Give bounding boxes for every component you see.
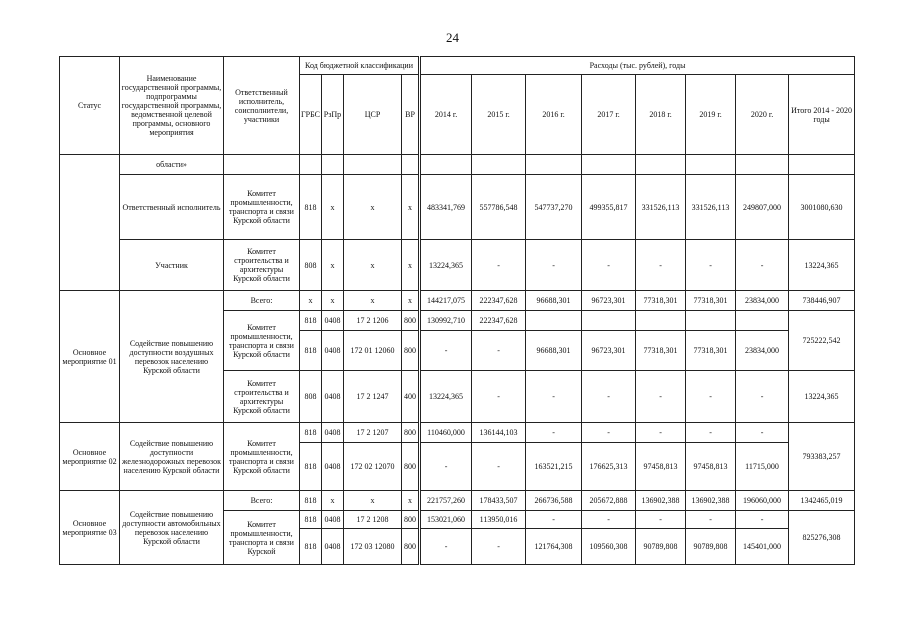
value-cell: 23834,000 xyxy=(736,331,789,371)
value-cell: - xyxy=(636,371,686,423)
name-cell: Содействие повышению доступности железнодорожных перевозок населению Курской области xyxy=(120,423,224,491)
vr-cell: 400 xyxy=(402,371,420,423)
vr-cell: 800 xyxy=(402,443,420,491)
vr-cell: 800 xyxy=(402,529,420,565)
grbs-cell: 818 xyxy=(300,443,322,491)
value-cell: - xyxy=(420,529,472,565)
rzpr-cell: x xyxy=(322,175,344,240)
status-cell: Основное мероприятие 03 xyxy=(60,491,120,565)
value-cell: 96688,301 xyxy=(526,331,582,371)
name-cell: Содействие повышению доступности автомобильных перевозок населению Курской области xyxy=(120,491,224,565)
header-2015: 2015 г. xyxy=(472,75,526,155)
vr-cell: 800 xyxy=(402,331,420,371)
executor-cell: Комитет промышленности, транспорта и связи Курской xyxy=(224,511,300,565)
rzpr-cell: 0408 xyxy=(322,371,344,423)
value-cell: 221757,260 xyxy=(420,491,472,511)
value-cell: 136902,388 xyxy=(686,491,736,511)
grbs-cell: 818 xyxy=(300,491,322,511)
vr-cell: x xyxy=(402,291,420,311)
table-row xyxy=(60,240,855,291)
value-cell: 331526,113 xyxy=(686,175,736,240)
rzpr-cell: 0408 xyxy=(322,529,344,565)
value-cell: - xyxy=(736,371,789,423)
total-cell: 825276,308 xyxy=(789,511,855,565)
vr-cell: x xyxy=(402,175,420,240)
status-cell: Основное мероприятие 02 xyxy=(60,423,120,491)
executor-cell: Комитет промышленности, транспорта и связи Курской области xyxy=(224,175,300,240)
value-cell: 178433,507 xyxy=(472,491,526,511)
executor-cell: Комитет промышленности, транспорта и связи Курской области xyxy=(224,423,300,491)
header-status: Статус xyxy=(60,57,120,155)
value-cell: 11715,000 xyxy=(736,443,789,491)
grbs-cell: 818 xyxy=(300,311,322,331)
value-cell: 96723,301 xyxy=(582,331,636,371)
value-cell: - xyxy=(526,511,582,529)
header-row-1 xyxy=(60,57,855,75)
value-cell: 77318,301 xyxy=(636,331,686,371)
name-cell: Ответственный исполнитель xyxy=(120,175,224,240)
value-cell: - xyxy=(582,423,636,443)
status-cell-empty xyxy=(60,155,120,291)
value-cell: - xyxy=(526,423,582,443)
header-vr: ВР xyxy=(402,75,420,155)
csr-cell: 172 03 12080 xyxy=(344,529,402,565)
value-cell: 557786,548 xyxy=(472,175,526,240)
value-cell: - xyxy=(420,331,472,371)
header-grbs: ГРБС xyxy=(300,75,322,155)
value-cell: - xyxy=(582,240,636,291)
executor-cell: Комитет строительства и архитектуры Курской области xyxy=(224,240,300,291)
value-cell: 13224,365 xyxy=(420,371,472,423)
csr-cell: x xyxy=(344,291,402,311)
grbs-cell: 818 xyxy=(300,529,322,565)
value-cell: 249807,000 xyxy=(736,175,789,240)
executor-cell: Всего: xyxy=(224,491,300,511)
grbs-cell: x xyxy=(300,291,322,311)
value-cell: 110460,000 xyxy=(420,423,472,443)
budget-table xyxy=(59,56,855,565)
vr-cell: x xyxy=(402,240,420,291)
total-cell: 1342465,019 xyxy=(789,491,855,511)
value-cell: - xyxy=(472,529,526,565)
value-cell: - xyxy=(472,443,526,491)
csr-cell: 17 2 1208 xyxy=(344,511,402,529)
header-name: Наименование государственной программы, подпрограммы государственной программы, ведомственной целевой программы, основного мероприятия xyxy=(120,57,224,155)
value-cell: 483341,769 xyxy=(420,175,472,240)
rzpr-cell: 0408 xyxy=(322,311,344,331)
rzpr-cell: x xyxy=(322,240,344,291)
value-cell: 130992,710 xyxy=(420,311,472,331)
status-cell: Основное мероприятие 01 xyxy=(60,291,120,423)
grbs-cell: 818 xyxy=(300,423,322,443)
value-cell: 121764,308 xyxy=(526,529,582,565)
table-row xyxy=(60,491,855,511)
value-cell: 331526,113 xyxy=(636,175,686,240)
table-row xyxy=(60,175,855,240)
value-cell: 145401,000 xyxy=(736,529,789,565)
value-cell: 77318,301 xyxy=(686,331,736,371)
csr-cell: 172 01 12060 xyxy=(344,331,402,371)
vr-cell: x xyxy=(402,491,420,511)
rzpr-cell: x xyxy=(322,291,344,311)
value-cell: - xyxy=(686,511,736,529)
table-row xyxy=(60,291,855,311)
value-cell: - xyxy=(526,240,582,291)
vr-cell: 800 xyxy=(402,311,420,331)
value-cell: - xyxy=(526,371,582,423)
value-cell: 222347,628 xyxy=(472,311,526,331)
total-cell: 13224,365 xyxy=(789,240,855,291)
value-cell: - xyxy=(472,331,526,371)
header-2017: 2017 г. xyxy=(582,75,636,155)
total-cell: 3001080,630 xyxy=(789,175,855,240)
executor-cell: Всего: xyxy=(224,291,300,311)
value-cell: - xyxy=(636,423,686,443)
rzpr-cell: 0408 xyxy=(322,423,344,443)
value-cell: - xyxy=(582,371,636,423)
value-cell: 77318,301 xyxy=(636,291,686,311)
header-2014: 2014 г. xyxy=(420,75,472,155)
csr-cell: x xyxy=(344,240,402,291)
csr-cell: x xyxy=(344,175,402,240)
value-cell: 109560,308 xyxy=(582,529,636,565)
csr-cell: x xyxy=(344,491,402,511)
executor-cell: Комитет промышленности, транспорта и связи Курской области xyxy=(224,311,300,371)
grbs-cell: 818 xyxy=(300,175,322,240)
value-cell: - xyxy=(472,240,526,291)
header-executor: Ответственный исполнитель, соисполнители, участники xyxy=(224,57,300,155)
grbs-cell: 818 xyxy=(300,511,322,529)
total-cell: 738446,907 xyxy=(789,291,855,311)
value-cell: - xyxy=(636,511,686,529)
table-row xyxy=(60,423,855,443)
value-cell: - xyxy=(636,240,686,291)
value-cell: - xyxy=(686,371,736,423)
grbs-cell: 808 xyxy=(300,371,322,423)
header-expenses-group: Расходы (тыс. рублей), годы xyxy=(420,57,855,75)
value-cell: 96688,301 xyxy=(526,291,582,311)
header-code-group: Код бюджетной классификации xyxy=(300,57,420,75)
value-cell: - xyxy=(420,443,472,491)
value-cell: 23834,000 xyxy=(736,291,789,311)
grbs-cell: 808 xyxy=(300,240,322,291)
value-cell: 205672,888 xyxy=(582,491,636,511)
csr-cell: 17 2 1207 xyxy=(344,423,402,443)
total-cell: 725222,542 xyxy=(789,311,855,371)
executor-cell: Комитет строительства и архитектуры Курской области xyxy=(224,371,300,423)
name-cell: Содействие повышению доступности воздушных перевозок населению Курской области xyxy=(120,291,224,423)
header-2019: 2019 г. xyxy=(686,75,736,155)
page-number: 24 xyxy=(446,30,459,45)
value-cell: 499355,817 xyxy=(582,175,636,240)
value-cell: - xyxy=(686,240,736,291)
value-cell: 153021,060 xyxy=(420,511,472,529)
value-cell: - xyxy=(686,423,736,443)
name-cell: области» xyxy=(120,155,224,175)
value-cell: 176625,313 xyxy=(582,443,636,491)
header-csr: ЦСР xyxy=(344,75,402,155)
header-2020: 2020 г. xyxy=(736,75,789,155)
value-cell: - xyxy=(582,511,636,529)
name-cell: Участник xyxy=(120,240,224,291)
value-cell: 96723,301 xyxy=(582,291,636,311)
header-2018: 2018 г. xyxy=(636,75,686,155)
value-cell: - xyxy=(736,511,789,529)
rzpr-cell: 0408 xyxy=(322,331,344,371)
header-total: Итого 2014 - 2020 годы xyxy=(789,75,855,155)
value-cell: 547737,270 xyxy=(526,175,582,240)
rzpr-cell: 0408 xyxy=(322,511,344,529)
value-cell: 90789,808 xyxy=(636,529,686,565)
rzpr-cell: 0408 xyxy=(322,443,344,491)
value-cell: 196060,000 xyxy=(736,491,789,511)
value-cell: 77318,301 xyxy=(686,291,736,311)
value-cell: 113950,016 xyxy=(472,511,526,529)
header-rzpr: РзПр xyxy=(322,75,344,155)
value-cell: 136902,388 xyxy=(636,491,686,511)
csr-cell: 17 2 1247 xyxy=(344,371,402,423)
value-cell: 97458,813 xyxy=(636,443,686,491)
table-row xyxy=(60,155,855,175)
grbs-cell: 818 xyxy=(300,331,322,371)
value-cell: 90789,808 xyxy=(686,529,736,565)
value-cell: 266736,588 xyxy=(526,491,582,511)
value-cell: 97458,813 xyxy=(686,443,736,491)
total-cell: 793383,257 xyxy=(789,423,855,491)
csr-cell: 17 2 1206 xyxy=(344,311,402,331)
value-cell: - xyxy=(472,371,526,423)
vr-cell: 800 xyxy=(402,423,420,443)
value-cell: 144217,075 xyxy=(420,291,472,311)
vr-cell: 800 xyxy=(402,511,420,529)
csr-cell: 172 02 12070 xyxy=(344,443,402,491)
value-cell: - xyxy=(736,240,789,291)
header-2016: 2016 г. xyxy=(526,75,582,155)
value-cell: 222347,628 xyxy=(472,291,526,311)
total-cell: 13224,365 xyxy=(789,371,855,423)
value-cell: 136144,103 xyxy=(472,423,526,443)
value-cell: 163521,215 xyxy=(526,443,582,491)
value-cell: - xyxy=(736,423,789,443)
rzpr-cell: x xyxy=(322,491,344,511)
value-cell: 13224,365 xyxy=(420,240,472,291)
